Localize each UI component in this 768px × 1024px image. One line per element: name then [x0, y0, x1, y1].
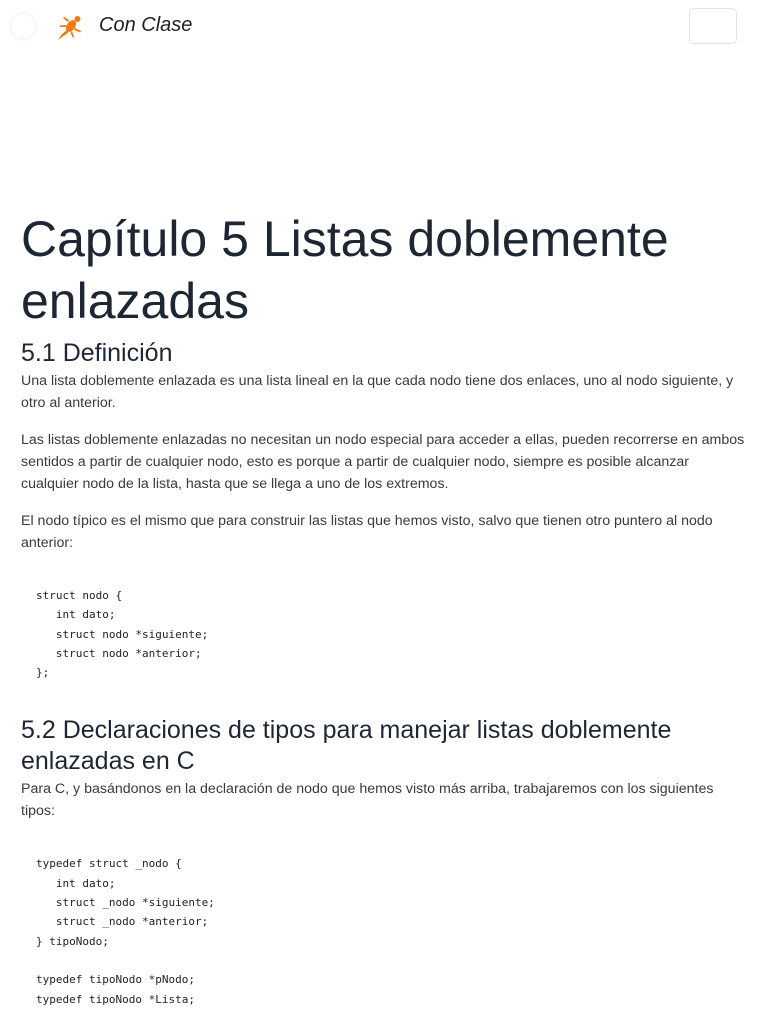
code-block: struct nodo { int dato; struct nodo *siguiente; struct nodo *anterior; }; [36, 589, 209, 680]
paragraph: El nodo típico es el mismo que para construir las listas que hemos visto, salvo que tienen otro puntero al nodo anterior: [21, 513, 713, 551]
page-title: Capítulo 5 Listas doblemente enlazadas [21, 211, 669, 329]
code-block: typedef struct _nodo { int dato; struct _nodo *siguiente; struct _nodo *anterior; } tipoNodo; typedef tipoNodo *pNodo; typedef tipoNodo *Lista; [36, 857, 215, 1006]
paragraph: Una lista doblemente enlazada es una lista lineal en la que cada nodo tiene dos enlaces, uno al nodo siguiente, y otro al anterior. [21, 373, 734, 411]
section-heading-definicion: 5.1 Definición [21, 339, 173, 367]
theme-toggle[interactable] [11, 14, 35, 38]
top-bar [0, 0, 768, 52]
menu-button[interactable] [689, 8, 737, 44]
paragraph: Para C, y basándonos en la declaración de nodo que hemos visto más arriba, trabajaremos con los siguientes tipos: [21, 781, 714, 820]
section-heading-declaraciones: 5.2 Declaraciones de tipos para manejar listas doblemente enlazadas en C [21, 716, 672, 776]
salamander-logo-icon[interactable] [55, 12, 85, 42]
paragraph: Las listas doblemente enlazadas no necesitan un nodo especial para acceder a ellas, pueden recorrerse en ambos sentidos a partir de cualquier nodo, esto es porque a partir de cualquier nodo, siempre es posible alcanzar cualquier nodo de la lista, hasta que se llega a uno de los extremos. [21, 432, 745, 492]
site-brand-link[interactable]: Con Clase [99, 14, 193, 36]
article [21, 208, 746, 1009]
